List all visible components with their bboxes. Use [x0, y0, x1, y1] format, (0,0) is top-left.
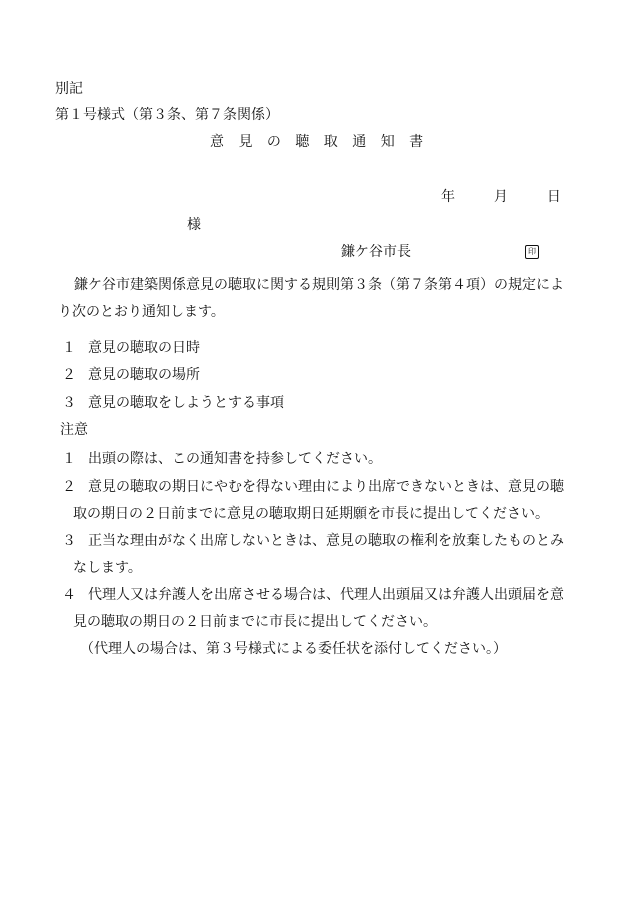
- form-number: 第１号様式（第３条、第７条関係）: [55, 107, 279, 123]
- document-title: 意 見 の 聴 取 通 知 書: [210, 134, 424, 150]
- item-number: １: [62, 340, 76, 356]
- list-item: [62, 366, 200, 384]
- date-day: 日: [546, 189, 561, 205]
- note-number: ２: [62, 479, 76, 495]
- notes-heading: 注意: [60, 422, 88, 438]
- note-item: [62, 450, 382, 468]
- note-item: [62, 586, 564, 604]
- note-continuation: なします。: [73, 560, 142, 576]
- note-text: 意見の聴取の期日にやむを得ない理由により出席できないときは、意見の聴: [88, 479, 564, 495]
- note-text: 正当な理由がなく出席しないときは、意見の聴取の権利を放棄したものとみ: [88, 533, 564, 549]
- appendix-label: 別記: [55, 81, 83, 97]
- note-item: [62, 478, 564, 496]
- body-line-1: 鎌ケ谷市建築関係意見の聴取に関する規則第３条（第７条第４項）の規定によ: [74, 277, 564, 293]
- item-number: ２: [62, 367, 76, 383]
- sender-seal: [525, 243, 539, 261]
- note-number: ３: [62, 533, 76, 549]
- note-number: １: [62, 451, 76, 467]
- note-text: 代理人又は弁護人を出席させる場合は、代理人出頭届又は弁護人出頭届を意: [88, 587, 564, 603]
- note-number: ４: [62, 587, 76, 603]
- date-row: [441, 188, 561, 206]
- item-number: ３: [62, 395, 76, 411]
- note-text: 出頭の際は、この通知書を持参してください。: [88, 451, 382, 467]
- notes-supplement: （代理人の場合は、第３号様式による委任状を添付してください。）: [80, 641, 507, 657]
- date-year: 年: [441, 189, 455, 205]
- sender-name: 鎌ケ谷市長: [341, 244, 411, 260]
- item-text: 意見の聴取の場所: [88, 367, 200, 383]
- list-item: [62, 394, 284, 412]
- note-continuation: 取の期日の２日前までに意見の聴取期日延期願を市長に提出してください。: [73, 506, 549, 522]
- date-month: 月: [493, 189, 508, 205]
- item-text: 意見の聴取をしようとする事項: [88, 395, 284, 411]
- note-item: [62, 532, 564, 550]
- addressee-suffix: 様: [187, 217, 201, 233]
- list-item: [62, 339, 200, 357]
- item-text: 意見の聴取の日時: [88, 340, 200, 356]
- note-continuation: 見の聴取の期日の２日前までに市長に提出してください。: [73, 614, 437, 630]
- body-line-2: り次のとおり通知します。: [58, 304, 225, 320]
- seal-icon: 印: [525, 245, 539, 259]
